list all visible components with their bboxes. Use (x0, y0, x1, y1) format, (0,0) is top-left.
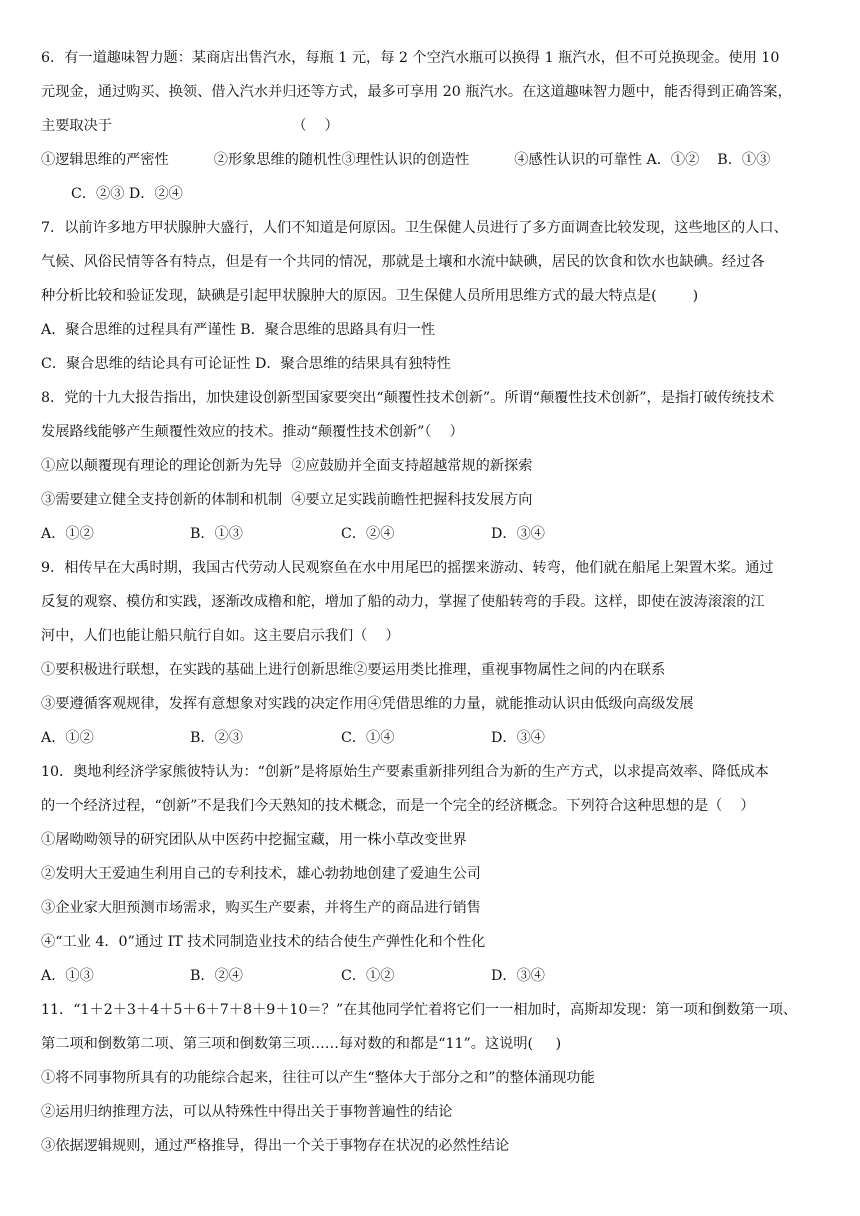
q6-line-3: 主要取决于 （ ） (41, 118, 339, 134)
q8-line-3: ①应以颠覆现有理论的理论创新为先导 ②应鼓励并全面支持超越常规的新探索 (41, 458, 533, 474)
q8-option-b: B．①③ (190, 526, 243, 542)
q8-line-4: ③需要建立健全支持创新的体制和机制 ④要立足实践前瞻性把握科技发展方向 (41, 492, 533, 508)
q9-option-a: A．①② (41, 730, 94, 746)
q10-option-b: B．②④ (190, 968, 243, 984)
q10-option-a: A．①③ (41, 968, 94, 984)
q7-line-1: 7．以前许多地方甲状腺肿大盛行，人们不知道是何原因。卫生保健人员进行了多方面调查比较发现，这些地区的人口、 (41, 220, 788, 236)
q11-line-3: ①将不同事物所具有的功能综合起来，往往可以产生“整体大于部分之和”的整体涌现功能 (41, 1070, 595, 1086)
q8-option-d: D．③④ (491, 526, 545, 542)
q11-line-4: ②运用归纳推理方法，可以从特殊性中得出关于事物普遍性的结论 (41, 1104, 453, 1120)
q8-option-a: A．①② (41, 526, 94, 542)
q9-option-d: D．③④ (491, 730, 545, 746)
q9-line-4: ①要积极进行联想，在实践的基础上进行创新思维②要运用类比推理，重视事物属性之间的内在联系 (41, 662, 666, 678)
q6-line-1: 6．有一道趣味智力题：某商店出售汽水，每瓶 1 元，每 2 个空汽水瓶可以换得 1 瓶汽水，但不可兑换现金。使用 10 (41, 50, 780, 66)
q9-line-2: 反复的观察、模仿和实践，逐渐改成橹和舵，增加了船的动力，掌握了使船转弯的手段。这样，即使在波涛滚滚的江 (41, 594, 765, 610)
q11-line-2: 第二项和倒数第二项、第三项和倒数第三项……每对数的和都是“11”。这说明( ) (41, 1036, 562, 1052)
q7-option-line-2: C．聚合思维的结论具有可论证性 D．聚合思维的结果具有独特性 (41, 356, 451, 372)
q9-option-b: B．②③ (190, 730, 243, 746)
q10-option-d: D．③④ (491, 968, 545, 984)
q8-option-c: C．②④ (341, 526, 395, 542)
q10-line-3: ①屠呦呦领导的研究团队从中医药中挖掘宝藏，用一株小草改变世界 (41, 832, 467, 848)
q9-line-3: 河中，人们也能让船只航行自如。这主要启示我们（ ） (41, 628, 400, 644)
q8-line-1: 8．党的十九大报告指出，加快建设创新型国家要突出“颠覆性技术创新”。所谓“颠覆性技术创新”，是指打破传统技术 (41, 390, 775, 406)
q6-line-5: C．②③ D．②④ (71, 186, 183, 202)
q7-option-line-1: A．聚合思维的过程具有严谨性 B．聚合思维的思路具有归一性 (41, 322, 436, 338)
q7-line-3: 种分析比较和验证发现，缺碘是引起甲状腺肿大的原因。卫生保健人员所用思维方式的最大特点是( ) (41, 288, 699, 304)
q7-line-2: 气候、风俗民情等各有特点，但是有一个共同的情况，那就是土壤和水流中缺碘，居民的饮食和饮水也缺碘。经过各 (41, 254, 765, 270)
q9-line-5: ③要遵循客观规律，发挥有意想象对实践的决定作用④凭借思维的力量，就能推动认识由低级向高级发展 (41, 696, 694, 712)
q10-line-2: 的一个经济过程，“创新”不是我们今天熟知的技术概念，而是一个完全的经济概念。下列符合这种思想的是（ ） (41, 798, 755, 814)
q10-line-4: ②发明大王爱迪生利用自己的专利技术，雄心勃勃地创建了爱迪生公司 (41, 866, 481, 882)
q10-line-5: ③企业家大胆预测市场需求，购买生产要素，并将生产的商品进行销售 (41, 900, 481, 916)
q8-line-2: 发展路线能够产生颠覆性效应的技术。推动“颠覆性技术创新”（ ） (41, 424, 464, 440)
q11-line-5: ③依据逻辑规则，通过严格推导，得出一个关于事物存在状况的必然性结论 (41, 1138, 510, 1154)
q10-line-6: ④“工业 4．0”通过 IT 技术同制造业技术的结合使生产弹性化和个性化 (41, 934, 486, 950)
q6-line-2: 元现金，通过购买、换领、借入汽水并归还等方式，最多可享用 20 瓶汽水。在这道趣味智力题中，能否得到正确答案， (41, 84, 792, 100)
q9-line-1: 9．相传早在大禹时期，我国古代劳动人民观察鱼在水中用尾巴的摇摆来游动、转弯，他们就在船尾上架置木桨。通过 (41, 560, 774, 576)
q10-line-1: 10．奥地利经济学家熊彼特认为：“创新”是将原始生产要素重新排列组合为新的生产方式，以求提高效率、降低成本 (41, 764, 769, 780)
q11-line-1: 11．“1＋2＋3＋4＋5＋6＋7＋8＋9＋10＝？”在其他同学忙着将它们一一相加时，高斯却发现：第一项和倒数第一项、 (41, 1002, 798, 1018)
q9-option-c: C．①④ (341, 730, 395, 746)
q6-line-4: ①逻辑思维的严密性 ②形象思维的随机性③理性认识的创造性 ④感性认识的可靠性 A．①② B．①③ (41, 152, 771, 168)
q10-option-c: C．①② (341, 968, 395, 984)
